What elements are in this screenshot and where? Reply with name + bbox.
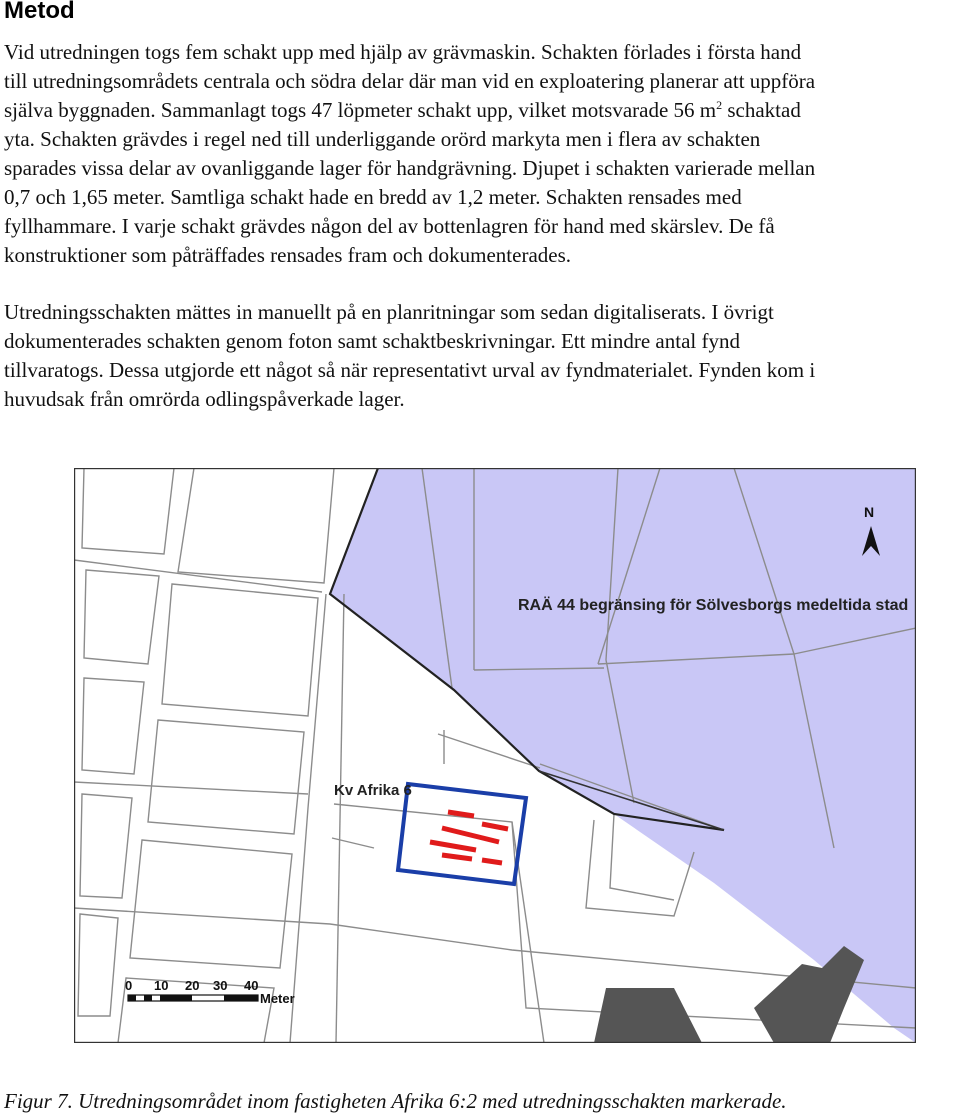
scale-tick-label: 40 <box>244 978 259 993</box>
property-label: Kv Afrika 6 <box>334 782 412 799</box>
text-line: tillvaratogs. Dessa utgjorde ett något så när representativt urval av fyndmaterialet. Fynden kom i <box>4 358 816 382</box>
text-line: 0,7 och 1,65 meter. Samtliga schakt hade en bredd av 1,2 meter. Schakten rensades med <box>4 185 742 209</box>
superscript-exponent: 2 <box>716 98 723 112</box>
scale-segment <box>160 995 192 1001</box>
text-line: Utredningsschakten mättes in manuellt på en planritningar som sedan digitaliserats. I övrigt <box>4 300 774 324</box>
scale-segment <box>224 995 258 1001</box>
text-line <box>4 96 954 125</box>
text-line: Vid utredningen togs fem schakt upp med hjälp av grävmaskin. Schakten förlades i första hand <box>4 40 802 64</box>
text-line: sparades vissa delar av ovanliggande lager för handgrävning. Djupet i schakten varierade mellan <box>4 156 816 180</box>
method-paragraph-2 <box>4 298 954 414</box>
text-line: till utredningsområdets centrala och södra delar där man vid en exploatering planerar att uppföra <box>4 69 816 93</box>
section-heading: Metod <box>4 0 75 24</box>
north-label: N <box>864 504 875 520</box>
area-label: RAÄ 44 begränsing för Sölvesborgs medeltida stad <box>518 597 909 614</box>
scale-segment <box>128 995 136 1001</box>
text-line: fyllhammare. I varje schakt grävdes någon del av bottenlagren för hand med skärslev. De få <box>4 214 775 238</box>
scale-tick-label: 30 <box>213 978 228 993</box>
text-line: huvudsak från omrörda odlingspåverkade lager. <box>4 387 405 411</box>
text-segment: schaktad <box>722 98 801 122</box>
scale-tick-label: 10 <box>154 978 169 993</box>
text-segment: själva byggnaden. Sammanlagt togs 47 löpmeter schakt upp, vilket motsvarade 56 m <box>4 98 717 122</box>
method-paragraph-1 <box>4 38 954 270</box>
text-line: yta. Schakten grävdes i regel ned till underliggande orörd markyta men i flera av schakten <box>4 127 761 151</box>
text-line: dokumenterades schakten genom foton samt schaktbeskrivningar. Ett mindre antal fynd <box>4 329 740 353</box>
scale-tick-label: 0 <box>125 978 133 993</box>
scale-segment <box>144 995 152 1001</box>
site-map <box>74 468 916 1043</box>
scale-unit: Meter <box>260 991 295 1006</box>
scale-tick-label: 20 <box>185 978 200 993</box>
figure-caption: Figur 7. Utredningsområdet inom fastigheten Afrika 6:2 med utredningsschakten markerade. <box>4 1089 787 1113</box>
text-line: konstruktioner som påträffades rensades fram och dokumenterades. <box>4 243 572 267</box>
trench <box>482 860 502 863</box>
